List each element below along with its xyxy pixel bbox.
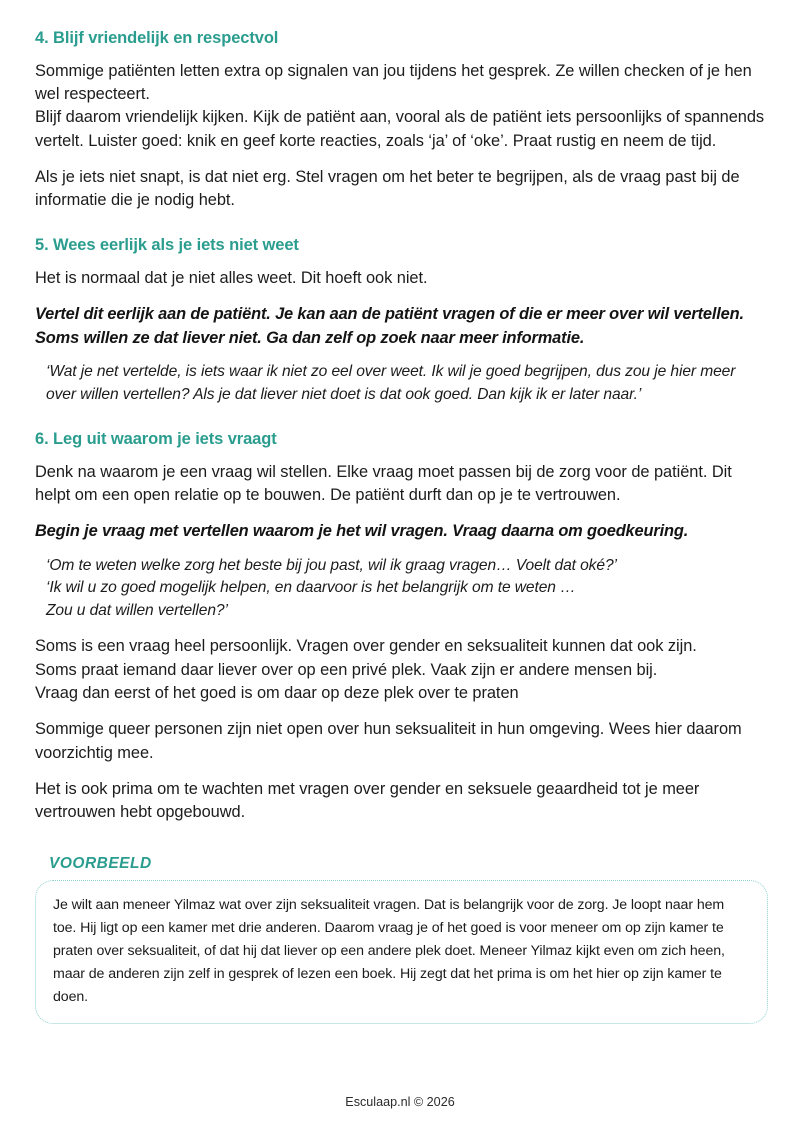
quote-paragraph: ‘Om te weten welke zorg het beste bij jou past, wil ik graag vragen… Voelt dat oké?’ ‘Ik wil u zo goed mogelijk helpen, en daarvoor is het belangrijk om te weten … Zou u dat willen vertellen?’ [46,556,617,619]
example-block [35,855,768,1024]
section-heading: 4. Blijf vriendelijk en respectvol [35,29,279,47]
example-text: Je wilt aan meneer Yilmaz wat over zijn seksualiteit vragen. Dat is belangrijk voor de zorg. Je loopt naar hem toe. Hij ligt op een kamer met drie anderen. Daarom vraag je of het goed is voor meneer om op zijn kamer te praten over seksualiteit, of dat hij dat liever op een andere plek doet. Meneer Yilmaz kijkt even om zich heen, maar de anderen zijn zelf in gesprek of lezen een boek. Hij zegt dat het prima is om het hier op zijn kamer te doen. [53,896,725,1005]
sections-container [35,28,768,825]
body-paragraph: Sommige patiënten letten extra op signalen van jou tijdens het gesprek. Ze willen checken of je hen wel respecteert. Blijf daarom vriendelijk kijken. Kijk de patiënt aan, vooral als de patiënt iets persoonlijks of spannends vertelt. Luister goed: knik en geef korte reacties, zoals ‘ja’ of ‘oke’. Praat rustig en neem de tijd. [35,61,765,150]
document-section [35,429,768,824]
page-footer: Esculaap.nl © 2026 [345,1095,455,1109]
emphasis-paragraph: Vertel dit eerlijk aan de patiënt. Je kan aan de patiënt vragen of die er meer over wil vertellen. Soms willen ze dat liever niet. Ga dan zelf op zoek naar meer informatie. [35,305,744,347]
document-content [35,28,768,1024]
document-section [35,235,768,406]
section-heading: 6. Leg uit waarom je iets vraagt [35,430,277,449]
body-paragraph: Sommige queer personen zijn niet open over hun seksualiteit in hun omgeving. Wees hier daarom voorzichtig mee. [35,720,742,762]
example-box [35,880,768,1024]
body-paragraph: Soms is een vraag heel persoonlijk. Vragen over gender en seksualiteit kunnen dat ook zijn. Soms praat iemand daar liever over op een privé plek. Vaak zijn er andere mensen bij. Vraag dan eerst of het goed is om daar op deze plek over te praten [35,637,697,703]
body-paragraph: Het is normaal dat je niet alles weet. Dit hoeft ook niet. [35,269,428,288]
body-paragraph: Het is ook prima om te wachten met vragen over gender en seksuele geaardheid tot je meer vertrouwen hebt opgebouwd. [35,779,700,822]
section-heading: 5. Wees eerlijk als je iets niet weet [35,236,299,255]
body-paragraph: Als je iets niet snapt, is dat niet erg. Stel vragen om het beter te begrijpen, als de vraag past bij de informatie die je nodig hebt. [35,167,740,210]
quote-paragraph: ‘Wat je net vertelde, is iets waar ik niet zo eel over weet. Ik wil je goed begrijpen, dus zou je hier meer over willen vertellen? Als je dat liever niet doet is dat ook goed. Dan kijk ik er later naar.’ [46,362,736,403]
body-paragraph: Denk na waarom je een vraag wil stellen. Elke vraag moet passen bij de zorg voor de patiënt. Dit helpt om een open relatie op te bouwen. De patiënt durft dan op je te vertrouwen. [35,462,732,505]
emphasis-paragraph: Begin je vraag met vertellen waarom je het wil vragen. Vraag daarna om goedkeuring. [35,522,689,541]
example-label: VOORBEELD [49,854,152,872]
document-section [35,28,768,212]
